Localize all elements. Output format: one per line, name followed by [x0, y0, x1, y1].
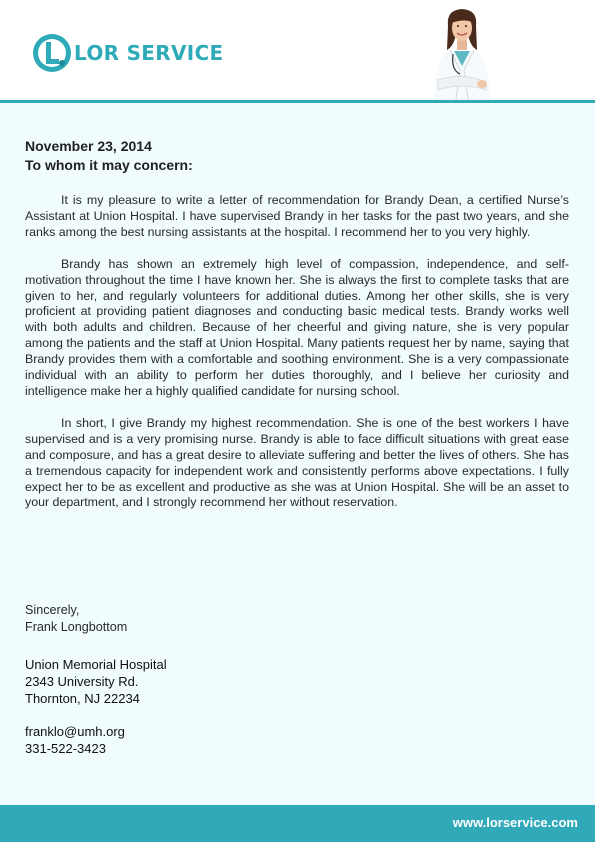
contact-block	[25, 723, 125, 757]
page-header	[0, 0, 595, 103]
closing-block	[25, 602, 127, 636]
address-line: Union Memorial Hospital	[25, 657, 167, 672]
logo-text: LOR SERVICE	[74, 41, 224, 65]
signer-name: Frank Longbottom	[25, 620, 128, 634]
address-line: 2343 University Rd.	[25, 674, 139, 689]
page-footer	[0, 805, 595, 842]
paragraph: In short, I give Brandy my highest recommendation. She is one of the best workers I have supervised and is a very promising nurse. Brandy is able to face difficult situations with great ease and composure, and has a great desire to alleviate suffering and better the lives of others. She has a tremendous capacity for independent work and consistently performs above expectations. I fully expect her to be as excellent and productive as she was at Union Hospital. She will be an asset to your department, and I strongly recommend her without reservation.	[25, 415, 569, 510]
phone: 331-522-3423	[25, 741, 106, 756]
address-line: Thornton, NJ 22234	[25, 691, 140, 706]
email: franklo@umh.org	[25, 724, 125, 739]
closing: Sincerely,	[25, 603, 80, 617]
website-link[interactable]: www.lorservice.com	[452, 815, 578, 830]
letter-body	[25, 193, 569, 527]
paragraph: It is my pleasure to write a letter of recommendation for Brandy Dean, a certified Nurse’s Assistant at Union Hospital. I have supervised Brandy in her tasks for the past two years, and she ranks among the best nursing assistants at the hospital. I recommend her to you very highly.	[25, 193, 569, 239]
lor-logo-icon	[32, 33, 72, 73]
letter-date: November 23, 2014	[25, 138, 152, 154]
address-block	[25, 656, 167, 707]
doctor-photo	[424, 4, 500, 100]
paragraph: Brandy has shown an extremely high level of compassion, independence, and self-motivation throughout the time I have known her. She is always the first to complete tasks that are given to her, and regularly volunteers for additional duties. Among her other skills, she is very proficient at providing patient diagnoses and conducting basic medical tests. Brandy works well with both adults and children. Because of her cheerful and giving nature, she is very popular among the patients and the staff at Union Hospital. Many patients request her by name, saying that Brandy provides them with a comfortable and soothing environment. She is a very compassionate individual with an ability to perform her duties thoroughly, and I believe her curiosity and intelligence make her a highly qualified candidate for nursing school.	[25, 256, 569, 398]
salutation: To whom it may concern:	[25, 157, 193, 173]
